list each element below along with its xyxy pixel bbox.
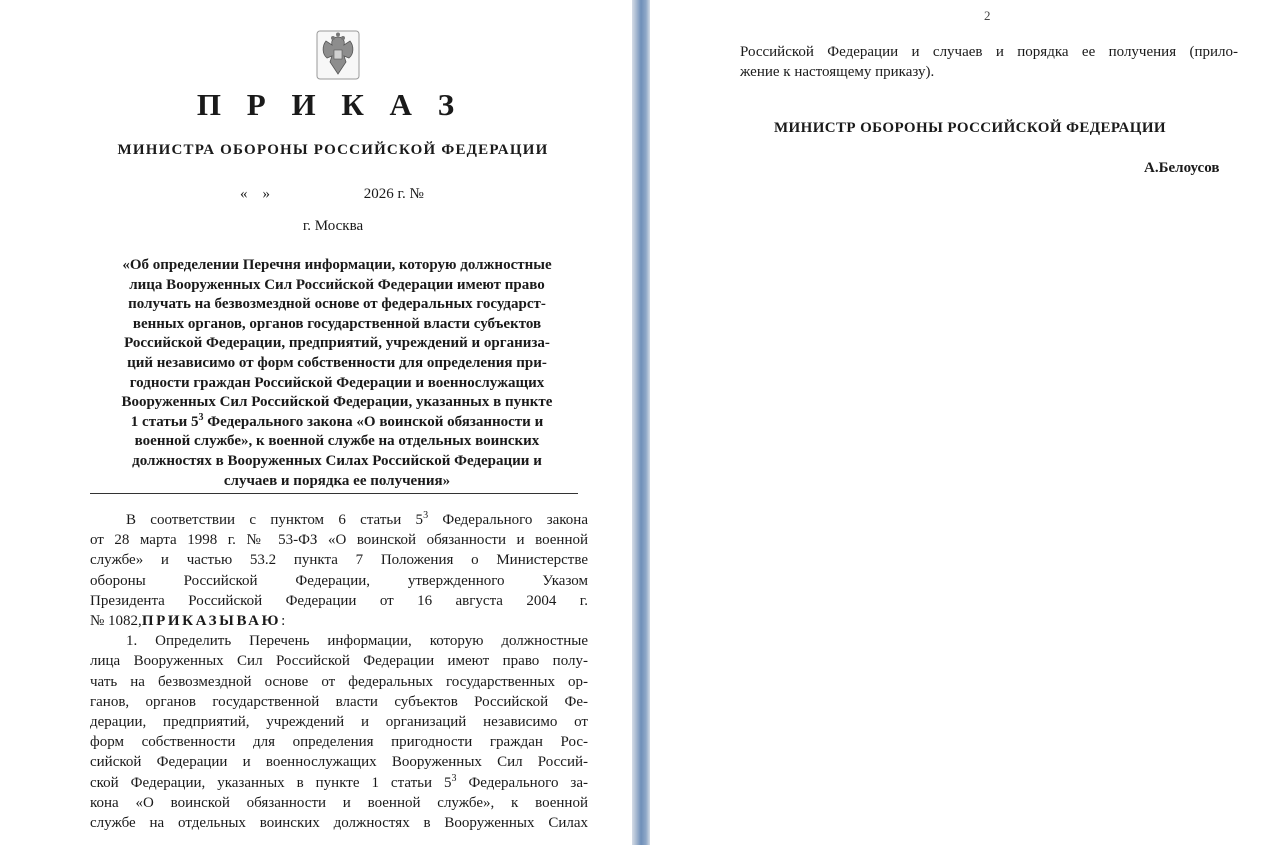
heading-line: должностях в Вооруженных Силах Российской Федерации и (132, 452, 542, 469)
heading-text: Федерального закона «О воинской обязанности и (203, 413, 544, 430)
heading-line (88, 413, 586, 433)
signer-name: А.Белоусов (1144, 160, 1220, 176)
body-line: обороны Российской Федерации, утвержденного Указом (90, 572, 588, 589)
point-1-line: чать на безвозмездной основе от федеральных государственных ор- (90, 673, 588, 690)
point-1-line: ганов, органов государственной власти субъектов Российской Фе- (90, 693, 588, 710)
heading-underline (90, 493, 578, 494)
heading-line: лица Вооруженных Сил Российской Федерации имеют право (129, 276, 545, 293)
issuer-line: МИНИСТРА ОБОРОНЫ РОССИЙСКОЙ ФЕДЕРАЦИИ (117, 142, 549, 158)
page-divider (632, 0, 650, 845)
body-line: жение к настоящему приказу). (740, 64, 935, 81)
body-line: Российской Федерации и случаев и порядка ее получения (прило- (740, 44, 1238, 60)
body-text: : (281, 613, 286, 630)
point-1-line: форм собственности для определения пригодности граждан Рос- (90, 734, 588, 751)
point-1-line: сийской Федерации и военнослужащих Вооруженных Сил Россий- (90, 754, 588, 771)
body-line: службе» и частью 53.2 пункта 7 Положения о Министерстве (90, 552, 588, 569)
heading-line: ций независимо от форм собственности для определения при- (127, 354, 547, 371)
body-line (90, 510, 588, 530)
superscript: 3 (451, 772, 457, 784)
point-1-line: лица Вооруженных Сил Российской Федерации имеют право полу- (90, 653, 588, 670)
point-1-line (90, 773, 588, 793)
heading-line: Вооруженных Сил Российской Федерации, указанных в пункте (121, 394, 553, 411)
body-line: от 28 марта 1998 г. № 53-ФЗ «О воинской обязанности и военной (90, 532, 588, 549)
body-text: № 1082, (90, 613, 142, 630)
heading-line: Российской Федерации, предприятий, учреждений и организа- (124, 335, 550, 352)
order-heading (88, 256, 586, 491)
body-text: Федерального закона (428, 512, 588, 528)
city-line: г. Москва (302, 218, 364, 234)
document-type-title: П Р И К А З (196, 87, 464, 122)
heading-line: случаев и порядка ее получения» (223, 472, 451, 489)
body-text: В соответствии с пунктом 6 статьи 5 (126, 512, 424, 528)
point-1-line: 1. Определить Перечень информации, которую должностные (126, 633, 588, 650)
point-1-line: службе на отдельных воинских должностях в Вооруженных Силах (90, 815, 588, 832)
order-keyword: ПРИКАЗЫВАЮ (141, 613, 282, 630)
date-number-line: « » 2026 г. № (240, 186, 424, 202)
body-text: Федерального за- (456, 774, 589, 791)
body-line: Президента Российской Федерации от 16 августа 2004 г. (90, 592, 588, 609)
heading-line: венных органов, органов государственной власти субъектов (132, 315, 542, 332)
body-text: ской Федерации, указанных в пункте 1 статьи 5 (90, 774, 452, 791)
heading-line: военной службе», к военной службе на отдельных воинских (134, 433, 540, 450)
heading-line: годности граждан Российской Федерации и военнослужащих (129, 374, 545, 391)
superscript: 3 (198, 411, 204, 423)
heading-text: 1 статьи 5 (130, 413, 199, 430)
heading-line: «Об определении Перечня информации, которую должностные (122, 257, 552, 273)
continuation-text (740, 42, 1238, 82)
order-body (90, 510, 588, 833)
point-1-line: дерации, предприятий, учреждений и организаций независимо от (90, 714, 588, 731)
body-line (90, 611, 588, 631)
document-page-2 (650, 0, 1280, 845)
signer-title: МИНИСТР ОБОРОНЫ РОССИЙСКОЙ ФЕДЕРАЦИИ (774, 120, 1166, 136)
point-1-line: кона «О воинской обязанности и военной службе», к военной (90, 794, 588, 811)
coat-of-arms-icon (314, 28, 362, 84)
heading-line: получать на безвозмездной основе от федеральных государст- (128, 296, 546, 313)
superscript: 3 (423, 510, 429, 521)
page-number: 2 (984, 8, 991, 23)
document-page-1 (0, 0, 632, 845)
